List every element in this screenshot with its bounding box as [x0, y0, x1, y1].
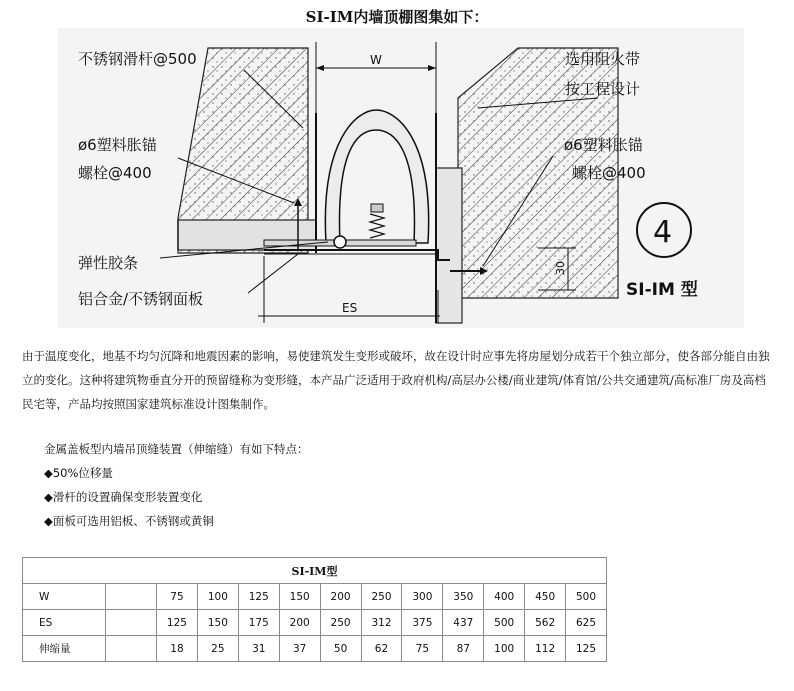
- feature-heading: 金属盖板型内墙吊顶缝装置（伸缩缝）有如下特点：: [44, 442, 309, 456]
- table-cell: 25: [197, 636, 238, 662]
- table-cell: 625: [566, 610, 607, 636]
- table-cell: 312: [361, 610, 402, 636]
- table-cell: 37: [279, 636, 320, 662]
- row-label: ES: [23, 610, 106, 636]
- label-slide-rod: 不锈钢滑杆@500: [78, 50, 197, 68]
- drawing-canvas: [58, 28, 744, 328]
- table-cell: 250: [361, 584, 402, 610]
- table-cell: 500: [484, 610, 525, 636]
- table-cell: 150: [279, 584, 320, 610]
- label-dim-es: ES: [342, 301, 358, 315]
- feature-list: [44, 437, 744, 533]
- label-fire-belt-1: 选用阻火带: [565, 50, 641, 68]
- table-cell: 18: [157, 636, 198, 662]
- table-cell: 400: [484, 584, 525, 610]
- label-dim-w: W: [370, 53, 382, 67]
- bolt-head: [371, 204, 383, 212]
- table-row: [23, 584, 607, 610]
- detail-number: 4: [653, 215, 673, 250]
- table-cell: 125: [566, 636, 607, 662]
- label-anchor-right-1: ø6塑料胀锚: [564, 136, 643, 154]
- label-anchor-right-2: 螺栓@400: [572, 164, 646, 182]
- table-cell: 200: [320, 584, 361, 610]
- label-model: SI-IM 型: [626, 280, 698, 300]
- table-cell: 75: [402, 636, 443, 662]
- table-cell: 500: [566, 584, 607, 610]
- table-cell: 87: [443, 636, 484, 662]
- label-anchor-left-2: 螺栓@400: [78, 164, 152, 182]
- table-cell: 31: [238, 636, 279, 662]
- page-title: SI-IM内墙顶棚图集如下：: [305, 8, 489, 26]
- table-cell: 175: [238, 610, 279, 636]
- spec-table: [22, 557, 607, 662]
- table-cell: 250: [320, 610, 361, 636]
- table-cell: 125: [157, 610, 198, 636]
- table-cell: 562: [525, 610, 566, 636]
- table-cell: 437: [443, 610, 484, 636]
- label-panel: 铝合金/不锈钢面板: [78, 290, 204, 308]
- table-row: [23, 636, 607, 662]
- table-cell: 62: [361, 636, 402, 662]
- table-cell: 300: [402, 584, 443, 610]
- table-title: SI-IM型: [23, 558, 607, 584]
- row-label: 伸缩量: [23, 636, 106, 662]
- label-dim-30: 30: [554, 261, 567, 275]
- label-rubber-strip: 弹性胶条: [78, 254, 139, 272]
- technical-drawing: [58, 28, 744, 328]
- label-anchor-left-1: ø6塑料胀锚: [78, 136, 157, 154]
- blank-cell: [106, 610, 157, 636]
- feature-item: ◆滑杆的设置确保变形装置变化: [44, 490, 203, 504]
- right-wall-face: [436, 168, 462, 323]
- table-cell: 75: [157, 584, 198, 610]
- table-row: [23, 610, 607, 636]
- feature-item: ◆面板可选用铝板、不锈钢或黄铜: [44, 514, 214, 528]
- blank-cell: [106, 584, 157, 610]
- blank-cell: [106, 636, 157, 662]
- feature-item: ◆50%位移量: [44, 466, 113, 480]
- row-label: W: [23, 584, 106, 610]
- table-cell: 200: [279, 610, 320, 636]
- table-cell: 112: [525, 636, 566, 662]
- table-cell: 125: [238, 584, 279, 610]
- table-title-row: [23, 558, 607, 584]
- table-cell: 350: [443, 584, 484, 610]
- table-cell: 100: [484, 636, 525, 662]
- table-cell: 50: [320, 636, 361, 662]
- table-cell: 100: [197, 584, 238, 610]
- label-fire-belt-2: 按工程设计: [565, 80, 641, 98]
- rubber-strip: [334, 236, 346, 248]
- table-cell: 150: [197, 610, 238, 636]
- intro-paragraph: 由于温度变化，地基不均匀沉降和地震因素的影响，易使建筑发生变形或破坏，故在设计时应事先将房屋划分成若干个独立部分，使各部分能自由独立的变化。这种将建筑物垂直分开的预留缝称为变形缝，本产品广泛适用于政府机构/高层办公楼/商业建筑/体育馆/公共交通建筑/高标准厂房及高档民宅等，产品均按照国家建筑标准设计图集制作。: [22, 349, 770, 411]
- table-cell: 450: [525, 584, 566, 610]
- table-cell: 375: [402, 610, 443, 636]
